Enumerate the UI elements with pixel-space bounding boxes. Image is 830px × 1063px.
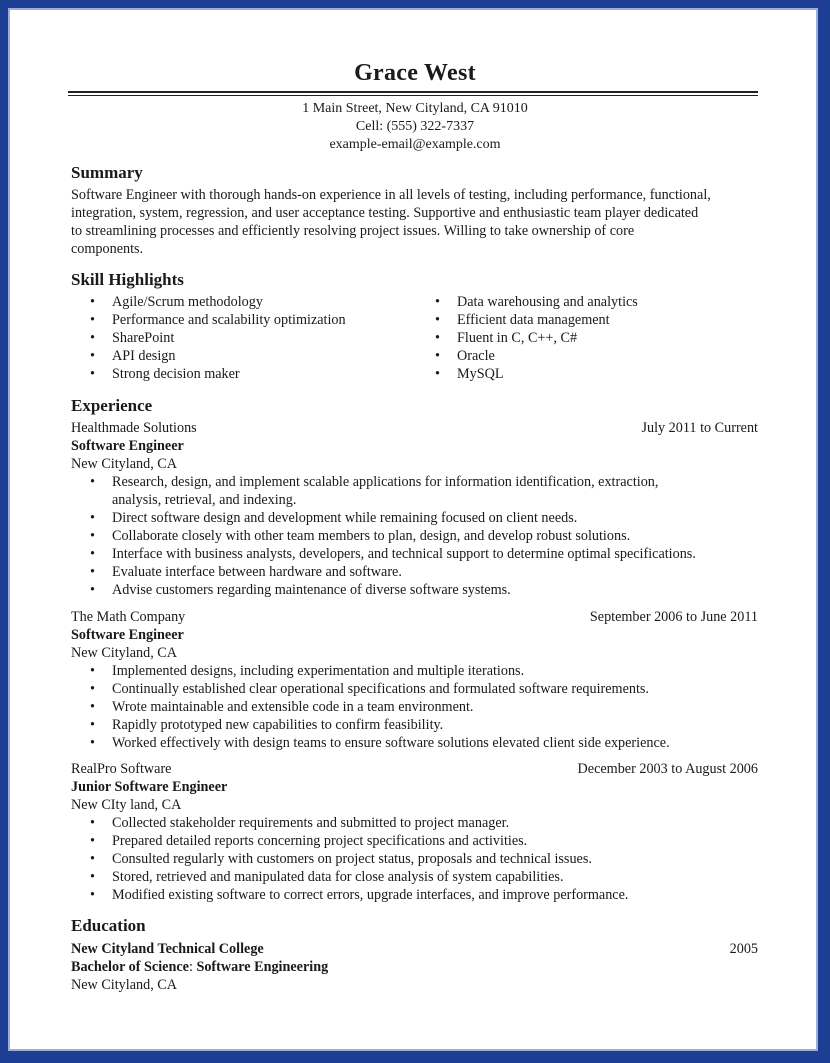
job-bullet: • Consulted regularly with customers on project status, proposals and technical issues. — [90, 851, 592, 867]
job-bullet: • Collaborate closely with other team members to plan, design, and develop robust solutions. — [90, 528, 631, 544]
skill-item: • Fluent in C, C++, C# — [435, 330, 578, 346]
job-bullet: • Collected stakeholder requirements and submitted to project manager. — [90, 815, 510, 831]
contact-phone: Cell: (555) 322-7337 — [355, 119, 475, 134]
job-title: Junior Software Engineer — [71, 779, 228, 795]
job-location: New Cityland, CA — [71, 645, 178, 661]
job-bullet: • Advise customers regarding maintenance of diverse software systems. — [90, 582, 511, 598]
job-bullet: • Prepared detailed reports concerning project specifications and activities. — [90, 833, 528, 849]
job-bullet: • Continually established clear operational specifications and formulated software requirements. — [90, 681, 649, 697]
contact-address: 1 Main Street, New Cityland, CA 91010 — [302, 101, 528, 116]
job-dates: September 2006 to June 2011 — [589, 609, 758, 625]
job-bullet: • Modified existing software to correct errors, upgrade interfaces, and improve performance. — [90, 887, 629, 903]
resume-name: Grace West — [354, 60, 476, 86]
skill-item: • Oracle — [435, 348, 495, 364]
summary-heading: Summary — [71, 163, 143, 182]
job-bullet: • Direct software design and development while remaining focused on client needs. — [90, 510, 578, 526]
job-title: Software Engineer — [71, 627, 184, 643]
education-location: New Cityland, CA — [71, 977, 178, 993]
job-location: New Cityland, CA — [71, 456, 178, 472]
job-bullet: • Rapidly prototyped new capabilities to confirm feasibility. — [90, 717, 444, 733]
skill-item: • API design — [90, 348, 176, 364]
job-bullet-continuation: analysis, retrieval, and indexing. — [112, 492, 297, 508]
education-heading: Education — [71, 916, 146, 935]
education-degree: Bachelor of Science: Software Engineering — [71, 959, 329, 975]
skill-item: • MySQL — [435, 366, 504, 382]
summary-line: to streamlining processes and efficiently resolving project issues. Willing to take ownership of core — [71, 223, 635, 239]
skill-item: • SharePoint — [90, 330, 175, 346]
job-bullet: • Worked effectively with design teams to ensure software solutions elevated client side experience. — [90, 735, 670, 751]
job-bullet: • Stored, retrieved and manipulated data for close analysis of system capabilities. — [90, 869, 564, 885]
summary-line: components. — [71, 241, 144, 257]
job-bullet: • Wrote maintainable and extensible code in a team environment. — [90, 699, 474, 715]
header-rule-thin — [68, 95, 758, 96]
job-bullet: • Research, design, and implement scalable applications for information identification, extraction, — [90, 474, 659, 490]
summary-line: integration, system, regression, and user acceptance testing. Supportive and enthusiastic team player dedicated — [71, 205, 699, 221]
summary-line: Software Engineer with thorough hands-on experience in all levels of testing, including performance, functional, — [71, 187, 711, 203]
header-rule-thick — [68, 91, 758, 93]
job-dates: July 2011 to Current — [641, 420, 758, 436]
skills-heading: Skill Highlights — [71, 270, 184, 289]
skill-item: • Performance and scalability optimization — [90, 312, 346, 328]
job-bullet: • Interface with business analysts, developers, and technical support to determine optimal specifications. — [90, 546, 696, 562]
job-location: New CIty land, CA — [71, 797, 182, 813]
education-school: New Cityland Technical College — [71, 941, 264, 957]
experience-heading: Experience — [71, 396, 153, 415]
job-company: RealPro Software — [71, 761, 172, 777]
education-year: 2005 — [729, 941, 758, 957]
job-bullet: • Implemented designs, including experimentation and multiple iterations. — [90, 663, 525, 679]
job-bullet: • Evaluate interface between hardware and software. — [90, 564, 402, 580]
skill-item: • Efficient data management — [435, 312, 610, 328]
skill-item: • Agile/Scrum methodology — [90, 294, 263, 310]
skill-item: • Strong decision maker — [90, 366, 240, 382]
job-company: The Math Company — [71, 609, 186, 625]
job-title: Software Engineer — [71, 438, 184, 454]
skill-item: • Data warehousing and analytics — [435, 294, 638, 310]
job-company: Healthmade Solutions — [71, 420, 197, 436]
job-dates: December 2003 to August 2006 — [577, 761, 758, 777]
contact-email: example-email@example.com — [329, 137, 501, 152]
